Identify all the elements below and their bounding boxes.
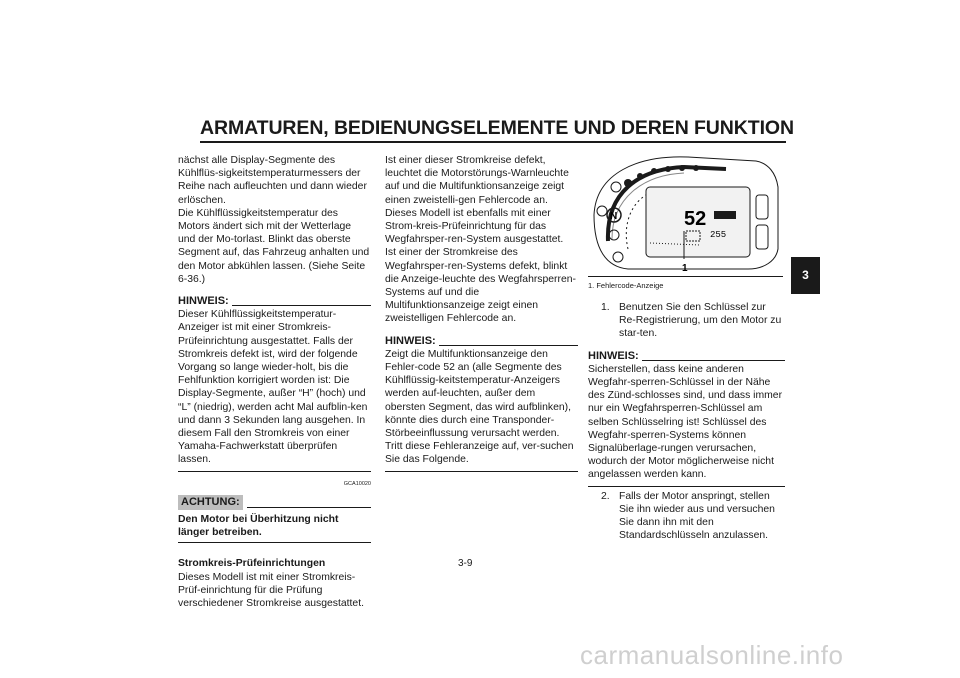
reference-code: GCA10020: [343, 480, 371, 487]
note-end-rule: [385, 471, 578, 472]
paragraph: Dieses Modell ist ebenfalls mit einer Strom-kreis-Prüfeinrichtung für das Wegfahrsper-ren-System ausgestattet.: [385, 207, 564, 246]
note-heading: [385, 335, 578, 348]
paragraph: Dieses Modell ist mit einer Stromkreis-Prüf-einrichtung für die Prüfung verschiedener Stromkreise ausgestattet.: [178, 571, 364, 610]
instrument-panel-illustration: [588, 153, 784, 273]
paragraph: Ist einer dieser Stromkreise defekt, leuchtet die Motorstörungs-Warnleuchte auf und die Multifunktionsanzeige zeigt einen zweistelli-gen Fehlercode an.: [385, 155, 569, 206]
note-heading: [178, 295, 371, 308]
page-title: ARMATUREN, BEDIENUNGSELEMENTE UND DEREN FUNKTION: [200, 117, 794, 139]
caution-label: ACHTUNG:: [178, 495, 243, 510]
column-2: [385, 154, 578, 472]
column-3: [588, 301, 785, 542]
section-heading: Stromkreis-Prüfeinrichtungen: [178, 558, 326, 570]
note-end-rule: [178, 471, 371, 472]
list-item: 2. Falls der Motor anspringt, stellen Sie ihn wieder aus und versuchen Sie dann ihn mit den Standardschlüsseln anzulassen.: [588, 490, 785, 543]
caution-text: Den Motor bei Überhitzung nicht länger betreiben.: [178, 514, 339, 539]
note-end-rule: [588, 486, 785, 487]
paragraph: Die Kühlflüssigkeitstemperatur des Motors ändert sich mit der Wetterlage und der Mo-torlast. Blinkt das oberste Segment auf, das Fahrzeug anhalten und den Motor abkühlen lassen. (Siehe Seite 6-36.): [178, 207, 370, 285]
note-label: HINWEIS:: [385, 334, 436, 347]
title-rule: [200, 141, 786, 143]
svg-text:255: 255: [710, 230, 727, 240]
step-text: Falls der Motor anspringt, stellen Sie ihn wieder aus und versuchen Sie dann ihn mit den Standardschlüsseln anzulassen.: [619, 490, 775, 542]
chapter-tab: 3: [791, 257, 820, 294]
step-text: Benutzen Sie den Schlüssel zur Re-Registrierung, um den Motor zu star-ten.: [619, 302, 782, 340]
callout-number: 1: [682, 263, 688, 273]
list-item: 1. Benutzen Sie den Schlüssel zur Re-Registrierung, um den Motor zu star-ten.: [588, 301, 785, 341]
note-text: Zeigt die Multifunktionsanzeige den Fehler-code 52 an (alle Segmente des Kühlflüssig-keitstemperatur-Anzeigers werden auf-leuchten, außer dem obersten Segment, das wird aufblinken), könnte dies durch eine Transponder-Störbeeinflussung verursacht werden. Tritt diese Fehleranzeige auf, ver-suchen Sie das Folgende.: [385, 348, 574, 466]
note-text: Sicherstellen, dass keine anderen Wegfahr-sperren-Schlüssel in der Nähe des Zünd-schlosses sind, und dass immer nur ein Wegfahrsperren-Schlüssel am selben Schlüsselring ist! Schlüssel des Wegfahr-sperren-Systems können Signalüberlage-rungen verursachen, wodurch der Motor möglicherweise nicht angelassen werden kann.: [588, 363, 783, 481]
column-1: [178, 154, 371, 610]
note-label: HINWEIS:: [588, 349, 639, 362]
caption-rule: [588, 276, 783, 277]
note-text: Dieser Kühlflüssigkeitstemperatur-Anzeiger ist mit einer Stromkreis-Prüfeinrichtung ausgestattet. Falls der Stromkreis defekt ist, wird der folgende Vorgang so lange wieder-holt, bis die Fehlfunktion korrigiert worden ist: Die Display-Segmente, außer “H” (hoch) und “L” (niedrig), werden acht Mal aufblin-ken und dann 3 Sekunden lang ausgehen. In diesem Fall den Stromkreis von einer Yamaha-Fachwerkstatt überprüfen lassen.: [178, 309, 368, 466]
paragraph: Ist einer der Stromkreise des Wegfahrsper-ren-Systems defekt, blinkt die Anzeige-leuchte des Wegfahrsperren-Systems auf und die Multifunktionsanzeige zeigt einen zweistelligen Fehlercode an.: [385, 247, 576, 325]
error-code-digits: 52: [684, 208, 707, 230]
caution-end-rule: [178, 542, 371, 543]
note-label: HINWEIS:: [178, 295, 229, 308]
note-heading: [588, 350, 785, 363]
svg-text:N: N: [610, 211, 618, 222]
page-number: 3-9: [458, 558, 473, 569]
paragraph: nächst alle Display-Segmente des Kühlflüs-sigkeitstemperaturmessers der Reihe nach aufleuchten und dann wieder erlöschen.: [178, 155, 367, 206]
caution-heading: [178, 495, 371, 510]
figure-caption: 1. Fehlercode-Anzeige: [588, 281, 664, 290]
watermark: carmanualsonline.info: [580, 640, 844, 670]
